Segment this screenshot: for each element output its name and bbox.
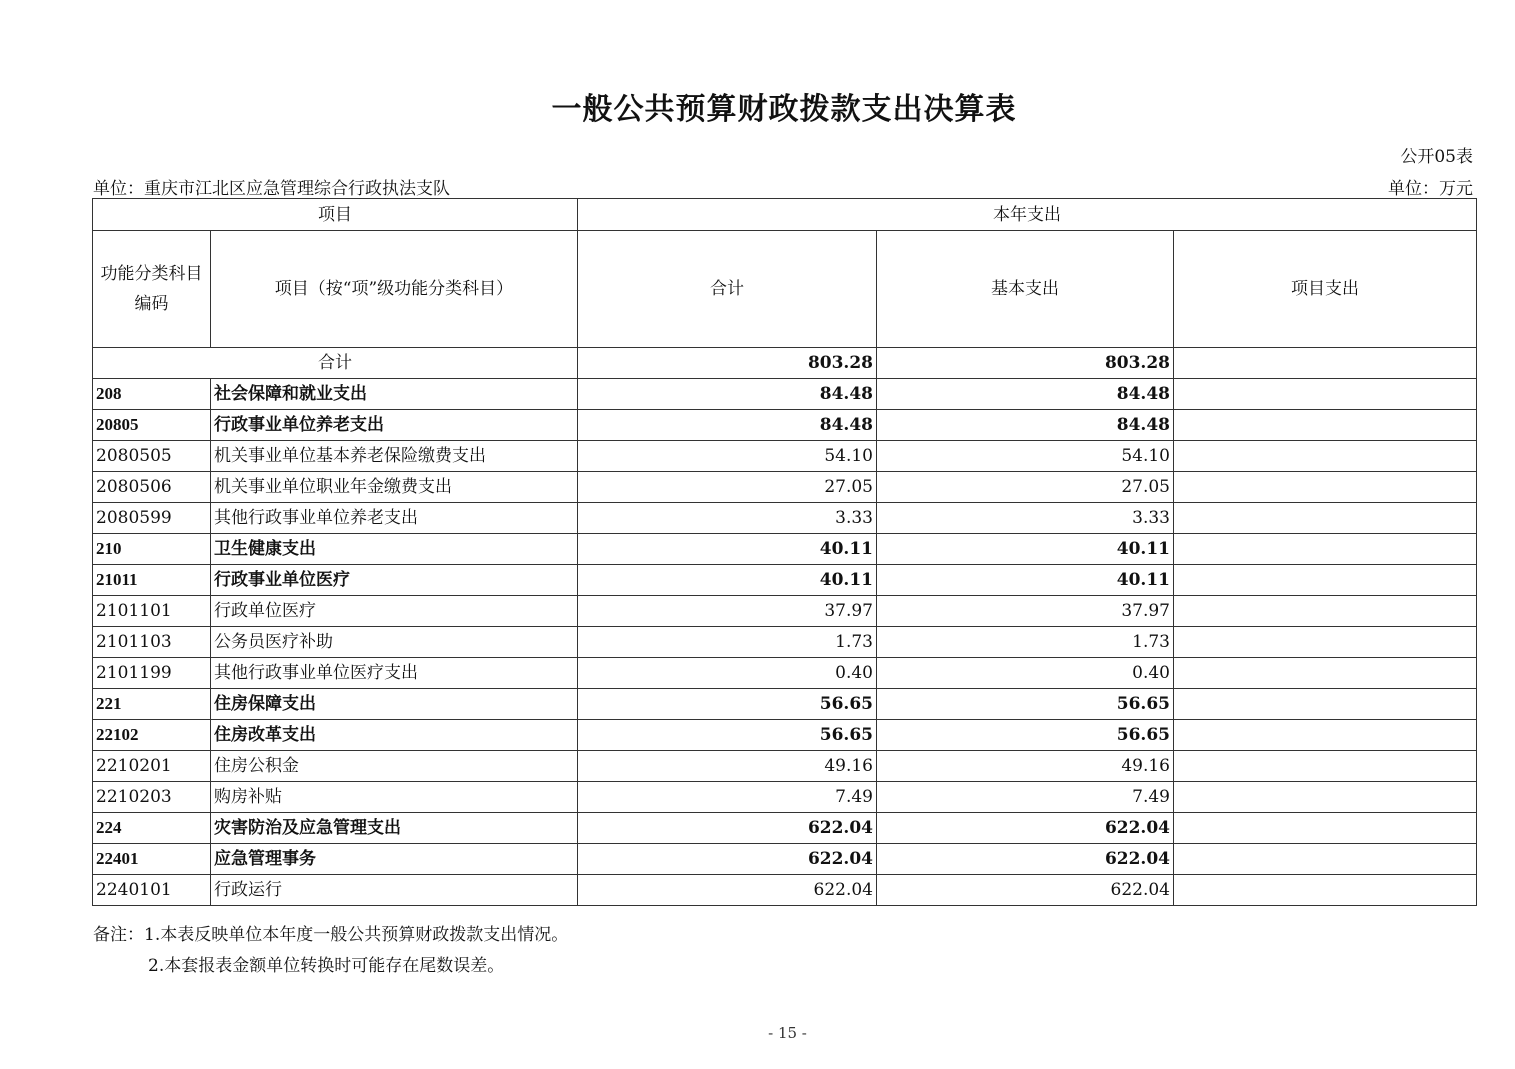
row-name: 购房补贴 xyxy=(211,782,578,813)
row-name: 住房公积金 xyxy=(211,751,578,782)
row-total: 40.11 xyxy=(578,534,877,565)
row-name: 应急管理事务 xyxy=(211,844,578,875)
row-total: 3.33 xyxy=(578,503,877,534)
row-code: 2240101 xyxy=(93,875,211,906)
row-code: 224 xyxy=(93,813,211,844)
row-name: 卫生健康支出 xyxy=(211,534,578,565)
row-basic: 56.65 xyxy=(877,720,1174,751)
row-basic: 37.97 xyxy=(877,596,1174,627)
note-line-1: 备注：1.本表反映单位本年度一般公共预算财政拨款支出情况。 xyxy=(93,925,569,945)
unit-currency: 单位：万元 xyxy=(1388,179,1473,199)
row-basic: 84.48 xyxy=(877,410,1174,441)
row-name: 其他行政事业单位医疗支出 xyxy=(211,658,578,689)
notes xyxy=(93,920,568,982)
row-total: 622.04 xyxy=(578,813,877,844)
row-project xyxy=(1174,720,1477,751)
row-total: 622.04 xyxy=(578,844,877,875)
row-code: 210 xyxy=(93,534,211,565)
header-total: 合计 xyxy=(578,231,877,348)
table-row xyxy=(93,472,1477,503)
row-name: 行政单位医疗 xyxy=(211,596,578,627)
row-basic: 54.10 xyxy=(877,441,1174,472)
form-code: 公开05表 xyxy=(1400,147,1473,167)
row-total: 54.10 xyxy=(578,441,877,472)
total-basic: 803.28 xyxy=(877,348,1174,379)
row-basic: 7.49 xyxy=(877,782,1174,813)
table-row xyxy=(93,751,1477,782)
row-name: 公务员医疗补助 xyxy=(211,627,578,658)
row-project xyxy=(1174,410,1477,441)
row-total: 622.04 xyxy=(578,875,877,906)
row-project xyxy=(1174,689,1477,720)
row-basic: 1.73 xyxy=(877,627,1174,658)
row-project xyxy=(1174,565,1477,596)
row-project xyxy=(1174,503,1477,534)
row-project xyxy=(1174,379,1477,410)
row-code: 2080506 xyxy=(93,472,211,503)
header-year-expense: 本年支出 xyxy=(578,199,1477,231)
row-basic: 84.48 xyxy=(877,379,1174,410)
row-code: 22401 xyxy=(93,844,211,875)
row-project xyxy=(1174,472,1477,503)
row-code: 2080599 xyxy=(93,503,211,534)
table-row xyxy=(93,503,1477,534)
row-name: 行政事业单位医疗 xyxy=(211,565,578,596)
row-project xyxy=(1174,782,1477,813)
table-row xyxy=(93,658,1477,689)
table-row xyxy=(93,720,1477,751)
row-basic: 3.33 xyxy=(877,503,1174,534)
page-number: - 15 - xyxy=(768,1024,807,1042)
header-item: 项目（按“项”级功能分类科目） xyxy=(211,231,578,348)
header-project: 项目 xyxy=(93,199,578,231)
row-name: 行政运行 xyxy=(211,875,578,906)
table-row xyxy=(93,844,1477,875)
row-total: 84.48 xyxy=(578,410,877,441)
row-project xyxy=(1174,658,1477,689)
row-code: 20805 xyxy=(93,410,211,441)
table-row xyxy=(93,410,1477,441)
row-code: 2080505 xyxy=(93,441,211,472)
row-project xyxy=(1174,534,1477,565)
row-project xyxy=(1174,627,1477,658)
row-name: 灾害防治及应急管理支出 xyxy=(211,813,578,844)
row-basic: 49.16 xyxy=(877,751,1174,782)
row-name: 机关事业单位基本养老保险缴费支出 xyxy=(211,441,578,472)
row-code: 2101103 xyxy=(93,627,211,658)
row-total: 84.48 xyxy=(578,379,877,410)
row-code: 2210203 xyxy=(93,782,211,813)
row-total: 40.11 xyxy=(578,565,877,596)
page-title: 一般公共预算财政拨款支出决算表 xyxy=(551,92,1017,127)
row-basic: 27.05 xyxy=(877,472,1174,503)
table-row xyxy=(93,565,1477,596)
row-project xyxy=(1174,875,1477,906)
row-name: 住房保障支出 xyxy=(211,689,578,720)
table-row xyxy=(93,441,1477,472)
unit-organization: 单位：重庆市江北区应急管理综合行政执法支队 xyxy=(93,179,450,199)
row-basic: 40.11 xyxy=(877,565,1174,596)
table-row xyxy=(93,813,1477,844)
total-sum: 803.28 xyxy=(578,348,877,379)
row-basic: 622.04 xyxy=(877,844,1174,875)
header-code: 功能分类科目编码 xyxy=(93,231,211,348)
header-project-expense: 项目支出 xyxy=(1174,231,1477,348)
note-line-2: 2.本套报表金额单位转换时可能存在尾数误差。 xyxy=(148,956,505,976)
total-label: 合计 xyxy=(93,348,578,379)
table-row xyxy=(93,689,1477,720)
row-total: 56.65 xyxy=(578,689,877,720)
header-row-1 xyxy=(93,199,1477,231)
row-project xyxy=(1174,813,1477,844)
table-row xyxy=(93,782,1477,813)
expenditure-table xyxy=(92,198,1477,906)
total-project xyxy=(1174,348,1477,379)
total-row xyxy=(93,348,1477,379)
row-total: 56.65 xyxy=(578,720,877,751)
row-basic: 0.40 xyxy=(877,658,1174,689)
row-code: 221 xyxy=(93,689,211,720)
row-basic: 56.65 xyxy=(877,689,1174,720)
row-project xyxy=(1174,441,1477,472)
row-basic: 622.04 xyxy=(877,875,1174,906)
row-code: 208 xyxy=(93,379,211,410)
row-total: 27.05 xyxy=(578,472,877,503)
row-name: 住房改革支出 xyxy=(211,720,578,751)
header-basic: 基本支出 xyxy=(877,231,1174,348)
row-name: 行政事业单位养老支出 xyxy=(211,410,578,441)
header-row-2 xyxy=(93,231,1477,348)
row-code: 22102 xyxy=(93,720,211,751)
row-name: 其他行政事业单位养老支出 xyxy=(211,503,578,534)
row-code: 2101101 xyxy=(93,596,211,627)
row-basic: 40.11 xyxy=(877,534,1174,565)
row-total: 37.97 xyxy=(578,596,877,627)
row-total: 1.73 xyxy=(578,627,877,658)
row-code: 2210201 xyxy=(93,751,211,782)
table-row xyxy=(93,596,1477,627)
row-basic: 622.04 xyxy=(877,813,1174,844)
row-code: 21011 xyxy=(93,565,211,596)
table-row xyxy=(93,627,1477,658)
table-row xyxy=(93,379,1477,410)
row-total: 7.49 xyxy=(578,782,877,813)
table-row xyxy=(93,875,1477,906)
row-project xyxy=(1174,844,1477,875)
row-project xyxy=(1174,751,1477,782)
row-name: 机关事业单位职业年金缴费支出 xyxy=(211,472,578,503)
row-total: 0.40 xyxy=(578,658,877,689)
row-project xyxy=(1174,596,1477,627)
table-row xyxy=(93,534,1477,565)
row-name: 社会保障和就业支出 xyxy=(211,379,578,410)
row-total: 49.16 xyxy=(578,751,877,782)
row-code: 2101199 xyxy=(93,658,211,689)
